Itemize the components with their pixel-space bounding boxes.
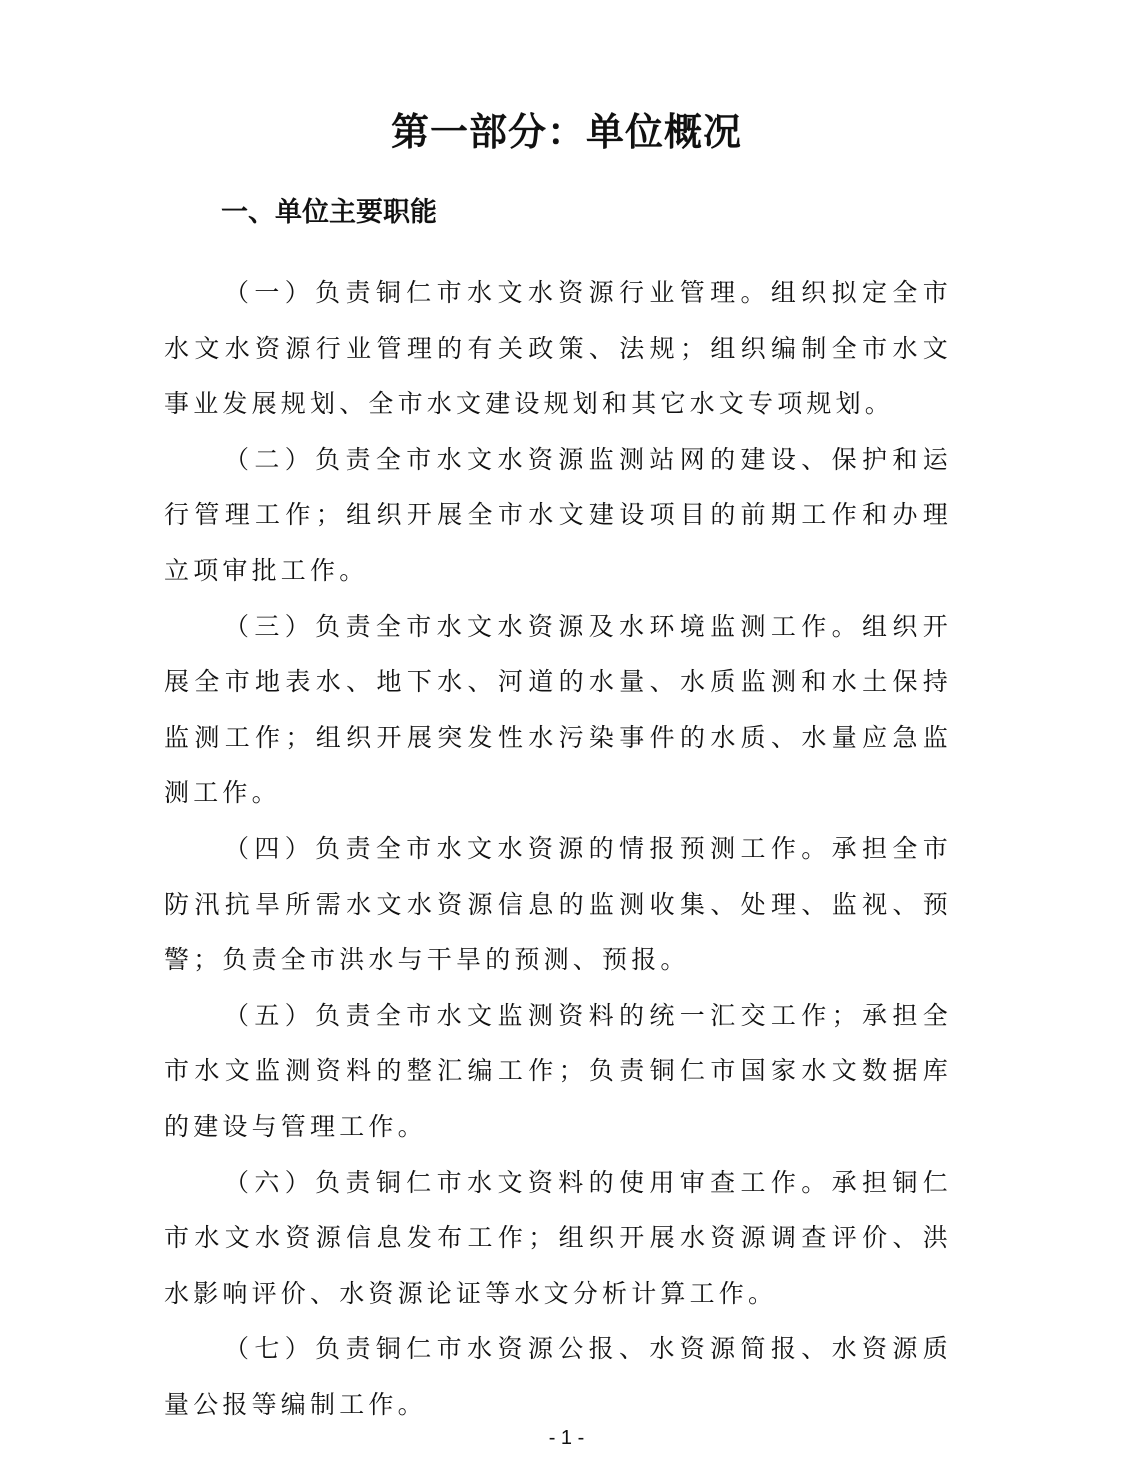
paragraph-2: （二）负责全市水文水资源监测站网的建设、保护和运行管理工作；组织开展全市水文建设项目的前期工作和办理立项审批工作。 <box>164 444 952 585</box>
section-heading: 一、单位主要职能 <box>221 197 437 228</box>
paragraph-3: （三）负责全市水文水资源及水环境监测工作。组织开展全市地表水、地下水、河道的水量、水质监测和水土保持监测工作；组织开展突发性水污染事件的水质、水量应急监测工作。 <box>164 611 952 808</box>
page-number: - 1 - <box>548 1427 585 1449</box>
paragraph-4: （四）负责全市水文水资源的情报预测工作。承担全市防汛抗旱所需水文水资源信息的监测收集、处理、监视、预警；负责全市洪水与干旱的预测、预报。 <box>164 833 952 975</box>
page-title: 第一部分：单位概况 <box>390 110 742 154</box>
paragraph-1: （一）负责铜仁市水文水资源行业管理。组织拟定全市水文水资源行业管理的有关政策、法规；组织编制全市水文事业发展规划、全市水文建设规划和其它水文专项规划。 <box>164 278 952 419</box>
paragraph-6: （六）负责铜仁市水文资料的使用审查工作。承担铜仁市水文水资源信息发布工作；组织开展水资源调查评价、洪水影响评价、水资源论证等水文分析计算工作。 <box>164 1167 952 1308</box>
paragraph-7: （七）负责铜仁市水资源公报、水资源简报、水资源质量公报等编制工作。 <box>164 1334 952 1419</box>
paragraph-5: （五）负责全市水文监测资料的统一汇交工作；承担全市水文监测资料的整汇编工作；负责铜仁市国家水文数据库的建设与管理工作。 <box>164 1000 952 1141</box>
body-text <box>164 265 952 1432</box>
